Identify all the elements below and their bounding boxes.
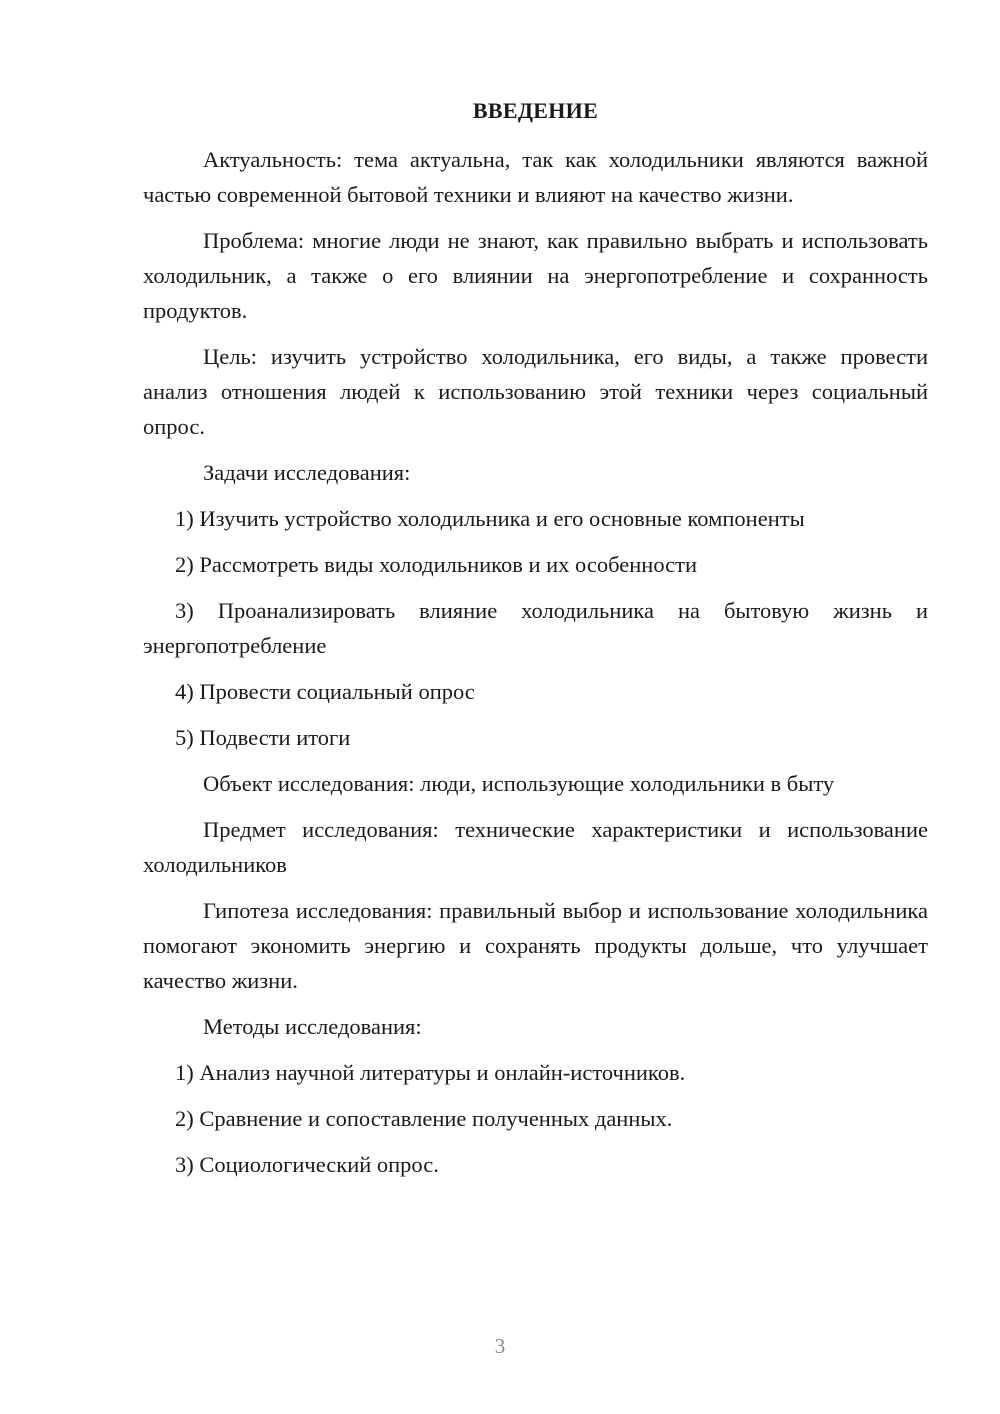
object-paragraph: Объект исследования: люди, использующие холодильники в быту — [203, 771, 835, 796]
methods-heading: Методы исследования: — [203, 1014, 422, 1039]
task-item-4: 4) Провести социальный опрос — [175, 679, 475, 704]
method-item-1: 1) Анализ научной литературы и онлайн-источников. — [175, 1060, 686, 1085]
task-item-5: 5) Подвести итоги — [175, 725, 351, 750]
method-item-2: 2) Сравнение и сопоставление полученных данных. — [175, 1106, 673, 1131]
document-page — [143, 96, 928, 1193]
method-item-3: 3) Социологический опрос. — [175, 1152, 439, 1177]
relevance-paragraph: Актуальность: тема актуальна, так как холодильники являются важной частью современной бытовой техники и влияют на качество жизни. — [143, 147, 928, 207]
hypothesis-paragraph: Гипотеза исследования: правильный выбор и использование холодильника помогают экономить энергию и сохранять продукты дольше, что улучшает качество жизни. — [143, 898, 928, 993]
task-item-3: 3) Проанализировать влияние холодильника на бытовую жизнь и энергопотребление — [143, 598, 928, 658]
task-item-2: 2) Рассмотреть виды холодильников и их особенности — [175, 552, 697, 577]
goal-paragraph: Цель: изучить устройство холодильника, его виды, а также провести анализ отношения людей к использованию этой техники через социальный опрос. — [143, 344, 928, 439]
task-item-1: 1) Изучить устройство холодильника и его основные компоненты — [175, 506, 805, 531]
page-number: 3 — [494, 1334, 506, 1358]
tasks-heading: Задачи исследования: — [203, 460, 411, 485]
subject-paragraph: Предмет исследования: технические характеристики и использование холодильников — [143, 817, 928, 877]
section-title: ВВЕДЕНИЕ — [472, 98, 599, 123]
problem-paragraph: Проблема: многие люди не знают, как правильно выбрать и использовать холодильник, а также о его влиянии на энергопотребление и сохранность продуктов. — [143, 228, 928, 323]
